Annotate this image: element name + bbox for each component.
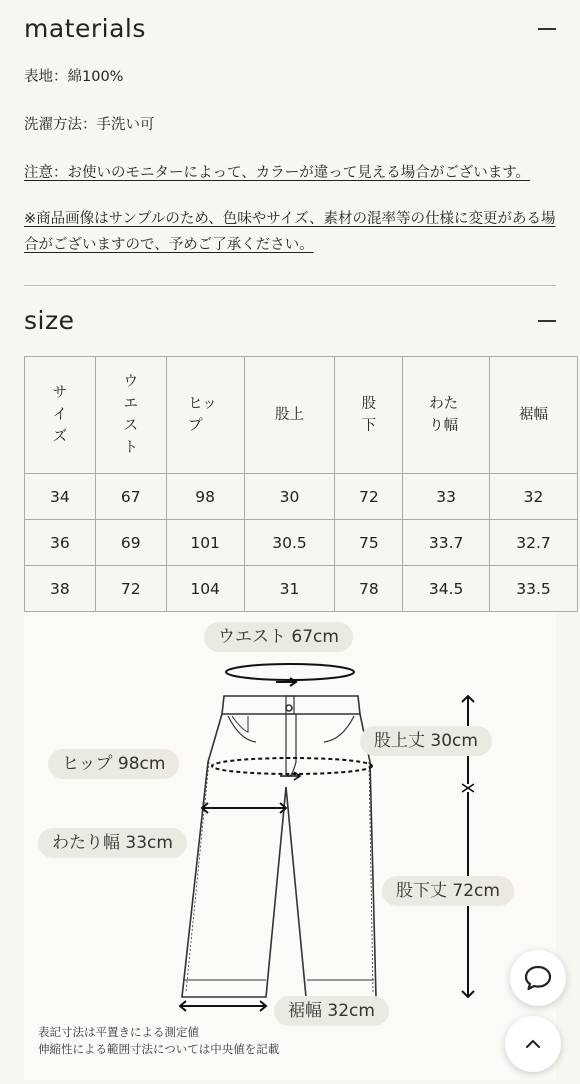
washing-text: 洗濯方法：手洗い可: [24, 117, 155, 133]
measurement-diagram: [24, 612, 556, 1080]
section-divider: [24, 285, 556, 286]
table-row: 38 72 104 31 78 34.5 33.5: [25, 566, 578, 612]
chevron-up-icon: [522, 1033, 544, 1055]
size-header[interactable]: [24, 306, 556, 335]
table-row: 34 67 98 30 72 33 32: [25, 474, 578, 520]
chat-button[interactable]: [510, 950, 566, 1006]
header-inseam: 股下: [335, 357, 403, 474]
chat-bubble-icon: [523, 963, 553, 993]
header-waist: ウエスト: [95, 357, 166, 474]
monitor-note: 注意：お使いのモニターによって、カラーが違って見える場合がございます。: [24, 165, 531, 181]
thigh-label: わたり幅 33cm: [38, 828, 187, 858]
materials-header[interactable]: [24, 14, 556, 43]
materials-title: materials: [24, 14, 146, 43]
footnote-measure: 表記寸法は平置きによる測定値: [38, 1025, 199, 1039]
footnote-stretch: 伸縮性による範囲寸法については中央値を記載: [38, 1042, 280, 1056]
waist-label: ウエスト 67cm: [204, 622, 353, 652]
header-thigh: わたり幅: [403, 357, 490, 474]
table-row: 36 69 101 30.5 75 33.7 32.7: [25, 520, 578, 566]
rise-label: 股上丈 30cm: [360, 726, 492, 756]
header-hip: ヒップ: [166, 357, 244, 474]
hem-label: 裾幅 32cm: [274, 996, 389, 1026]
header-hem: 裾幅: [490, 357, 578, 474]
hip-label: ヒップ 98cm: [48, 749, 179, 779]
sample-note: ※商品画像はサンプルのため、色味やサイズ、素材の混率等の仕様に変更がある場合がございますので、予めご了承ください。: [24, 211, 556, 253]
size-title: size: [24, 306, 75, 335]
header-size: サイズ: [25, 357, 96, 474]
minus-icon[interactable]: [538, 320, 556, 322]
fabric-text: 表地：綿100%: [24, 69, 124, 85]
size-table: [24, 356, 578, 612]
minus-icon[interactable]: [538, 28, 556, 30]
table-header-row: [25, 357, 578, 474]
inseam-label: 股下丈 72cm: [382, 876, 514, 906]
header-rise: 股上: [244, 357, 335, 474]
scroll-top-button[interactable]: [505, 1016, 561, 1072]
